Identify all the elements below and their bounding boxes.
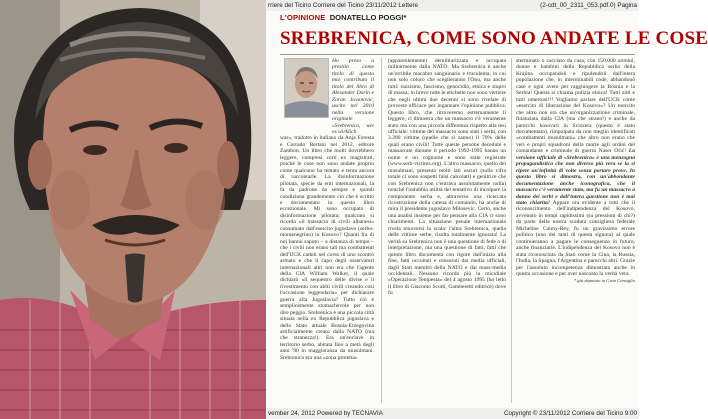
article-col3-body: sterminato o cacciato da casa, con 150.000 uomini, donne e bambini della Repubblica serba della Krajina occupandoli e ripulendoli dall'intera popolazione che, in interminabili code, abbandonò case e ogni avere per raggiungere la Bosnia e la Serbia! Questa si chiama pulizia etnica! Tutti zitti e tutti omertosi!!! Vogliamo parlare dell'UCK come «esercito di liberazione del Kosovo»? Un esercito che altro non era che un'organizzazione criminale, finanziata dalla CIA (ma che strano!) e anche da parecchi kosovari in Svizzera (questo è stato documentato), rimpolpata da non meglio identificati «combattenti musulmani» che altro non erano che veri e propri squadroni della morte agli ordini del comandante e criminale di guerra Naser Orić! [516, 58, 635, 155]
article-column-1 [280, 58, 374, 400]
column-divider [511, 58, 512, 403]
article-title: SREBRENICA, COME SONO ANDATE LE COSE [280, 28, 708, 49]
article-col3-conclusion: Appare ora evidente a tutti che il riconoscimento dell'indipendenza del Kosovo, avvenuto in tempi rapidissimi (su pressioni di chi?) da parte della nostra scaduta consigliera federale Micheline Calmy-Rey, fu un gravissimo errore politico (uno dei tanti di questa signora) al quale continueranno a pagare le conseguenze in futuro, anche finanziarie. L'indipendenza del Kosovo non è stata riconosciuta da Stati come la Cina, la Russia, l'India, la Spagna, l'Argentina e parecchi altri. Grazie per l'assoluto incompetenza dimostrata anche in questa occasione e per aver nascosto la verità vera. [516, 199, 636, 277]
article-col2-body: (apparentemente) demilitarizzata e occupata militarmente dalla NATO. Ma Srebrenica è anche un'orribile macabro sanguinario e truculenta, in cui non solo coloro che sceglieranno l'Onu, ma anche tutti: razzismo, fascismo, genocidio, etnica e stupro di massa; in breve tutte le etichette non sono vertiere che negli ultimi due decenni si sono rivelate di proveste efficace per ingannare l'opinione pubblica. Questo libro, che ritroveremo estremamente lì leggere, ci dimostra che un massacro c'è veramente stato ma con una piccola differenza rispetto alla tesi ufficiale: vittime del massacro sono stati i serbi, con 3.280 vittime (quelle che sì sanno) il 70% delle quali erano civili! Tutte queste persone decedute e massacrate durante il periodo 1992-1995 hanno un nome e un cognome e sono state registrate (www.serb-victims.org). L'altro massacro, quello dei musulmani, presenta molti lati oscuri (sulla cifra totale ci sono sospetti falsi calcolati) e genitrice che con Srebrenica non c'entrava assolutamente nulla) nonché l'indubbia utilità del tentativo di incolpare la componente serba e, attraverso una ricercata ricostruzione della catena di comando, ha anche di mira il presidente jugoslavo Milosevic. Certo, anche una analisi insieme per far pensare alla CIA ci sono chiarimenti. La situazione penale internazionale rivela muoversi la scala: l'altra Srebrenica, quella delle vittime serbe, risulta totalmente ignorata! La verità su Srebrenica non è una questione di fede o di interpretazione, ma una questione di fatti, fatti che questo libro documenta con rigore dall'inizio alla fine, fatti occultati e censurati dai media ufficiali, dagli Stati membri della NATO e dai mass-media occidentali. Nessuno ricorda più la micidiale «Operazione Tempesta» del 4 agosto 1995 (ho letto il libro di Giacomo Scotti, Gamberetti editrice) dove fu [388, 58, 506, 297]
article-col3-highlight: La versione ufficiale di «Srebrenica» è una menzogna propagandistica che non diverso più vera se la si ripete un'infinità di volte senza portare prove. In questo libro si dimostra, con un'abbondante documentazione anche iconografica, che il massacro c'è veramente stato, ma fu un massacro a danno dei serbi e dall'intera questione non è mai stato chiarita! [516, 148, 635, 206]
article-col1-body: war», tradotto in italiano da Anja Foresta e Corrado Bertani nel 2012, editore Zambon. Un libro che molti dovrebbero leggere, compresi certi ex magistrati, poiché le cose non sono andate proprio come qualcuno ha tentato e tenta ancora di raccontarle. La disinformazione pilotata, specie da enti internazionali, la fa da padrone da sempre e quindi condiziona grandemente ciò che è scritto e documentato in questo libro eccezionale. Mi sono occupato di disinformazione pilotata; qualcuno si ricorda «il massacro di civili albanesi» consumato dall'esercito jugoslavo (serbo-montenegrino) in Kosovo? Quanti fra di noi hanno saputo – a distanza di tempo – che i civili non erano tali ma combattenti dell'UCK caduti nel corso di uno scontro armato e che il capo degli osservatori internazionali altri non era che l'agente della CIA William Walker, il quale dichiarò «il sequestro delle divise e il rivestimento con abiti civili creando così l'occasione leggendaria» per dichiarare guerra alla Jugoslavia? Tutto ciò è semplicemente stomachevole per non dire peggio. Srebrenica è una piccola città situata nella ex Repubblica jugoslava e dello Stato attuale Bosnia-Erzegovina artificialmente creato dalla NATO (ma che stranezza!). Era un'enclave in territorio serbo, abitata fino a metà degli anni '90 in maggioranza da musulmani. Srebrenica era una «zona protetta» [280, 135, 374, 361]
title-divider [280, 54, 635, 55]
column-divider [381, 58, 382, 403]
man-portrait-illustration [0, 0, 266, 419]
article-column-2 [388, 58, 506, 400]
article-column-3 [516, 58, 635, 400]
article-section [280, 13, 406, 22]
header-bar [266, 0, 639, 11]
author-signature-note: * già deputato in Gran Consiglio [573, 278, 635, 284]
footer-powered-by: vember 24, 2012 Powered by TECNAVIA [268, 410, 383, 417]
footer-bar [266, 408, 639, 419]
newspaper-page [266, 0, 708, 419]
author-photo [0, 0, 266, 419]
header-file: (2-cdt_00_2311_053.pdf.0) Pagina [540, 2, 637, 9]
header-source: rriere del Ticino Corriere del Ticino 23/11/2012 Lettere [268, 2, 419, 9]
footer-copyright: Copyright © 23/11/2012 Corriere del Ticino 9:00 [504, 410, 637, 417]
article-author: DONATELLO POGGI* [329, 13, 407, 22]
section-label: L'OPINIONE [280, 13, 326, 22]
article-lead: Ho preso a prestito come titolo di questo mio contributo il titolo del libro di Alexander Dorin e Zoran Jovanovic, uscito nel 2010 nella versione originale «Srebrenica, wie es wirklich [332, 58, 374, 135]
